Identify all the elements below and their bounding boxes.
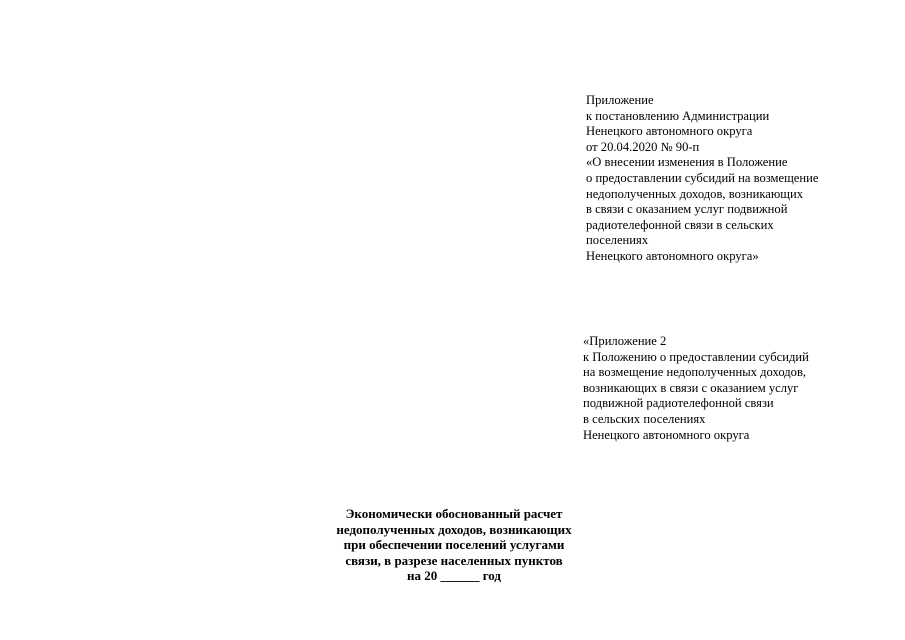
appendix-header-line: о предоставлении субсидий на возмещение [586,170,819,185]
document-title-line: на 20 ______ год [406,568,502,584]
document-title-line: при обеспечении поселений услугами [343,537,565,553]
document-title-line: недополученных доходов, возникающих [336,521,572,537]
appendix-2-header-line: возникающих в связи с оказанием услуг [583,380,799,395]
appendix-header-line: в связи с оказанием услуг подвижной [586,202,788,217]
document-title-line: связи, в разрезе населенных пунктов [345,552,563,568]
appendix-2-header-line: на возмещение недополученных доходов, [583,365,807,380]
appendix-header [586,93,818,265]
appendix-2-header-line: к Положению о предоставлении субсидий [583,349,809,364]
appendix-2-header-line: подвижной радиотелефонной связи [583,396,774,411]
appendix-header-line: Ненецкого автономного округа» [586,248,759,263]
appendix-header-line: к постановлению Администрации [586,108,770,123]
appendix-header-line: недополученных доходов, возникающих [586,186,803,201]
appendix-2-header [583,334,809,443]
appendix-header-line: от 20.04.2020 № 90-п [586,139,700,154]
appendix-2-header-line: «Приложение 2 [583,334,667,348]
document-title [318,506,590,584]
appendix-header-line: поселениях [586,233,649,248]
appendix-header-line: «О внесении изменения в Положение [586,155,788,170]
appendix-2-header-line: Ненецкого автономного округа [583,427,750,442]
appendix-2-header-line: в сельских поселениях [583,411,706,426]
document-title-line: Экономически обоснованный расчет [345,506,563,521]
appendix-header-line: Приложение [586,93,654,107]
appendix-header-line: радиотелефонной связи в сельских [586,217,774,232]
appendix-header-line: Ненецкого автономного округа [586,124,753,139]
